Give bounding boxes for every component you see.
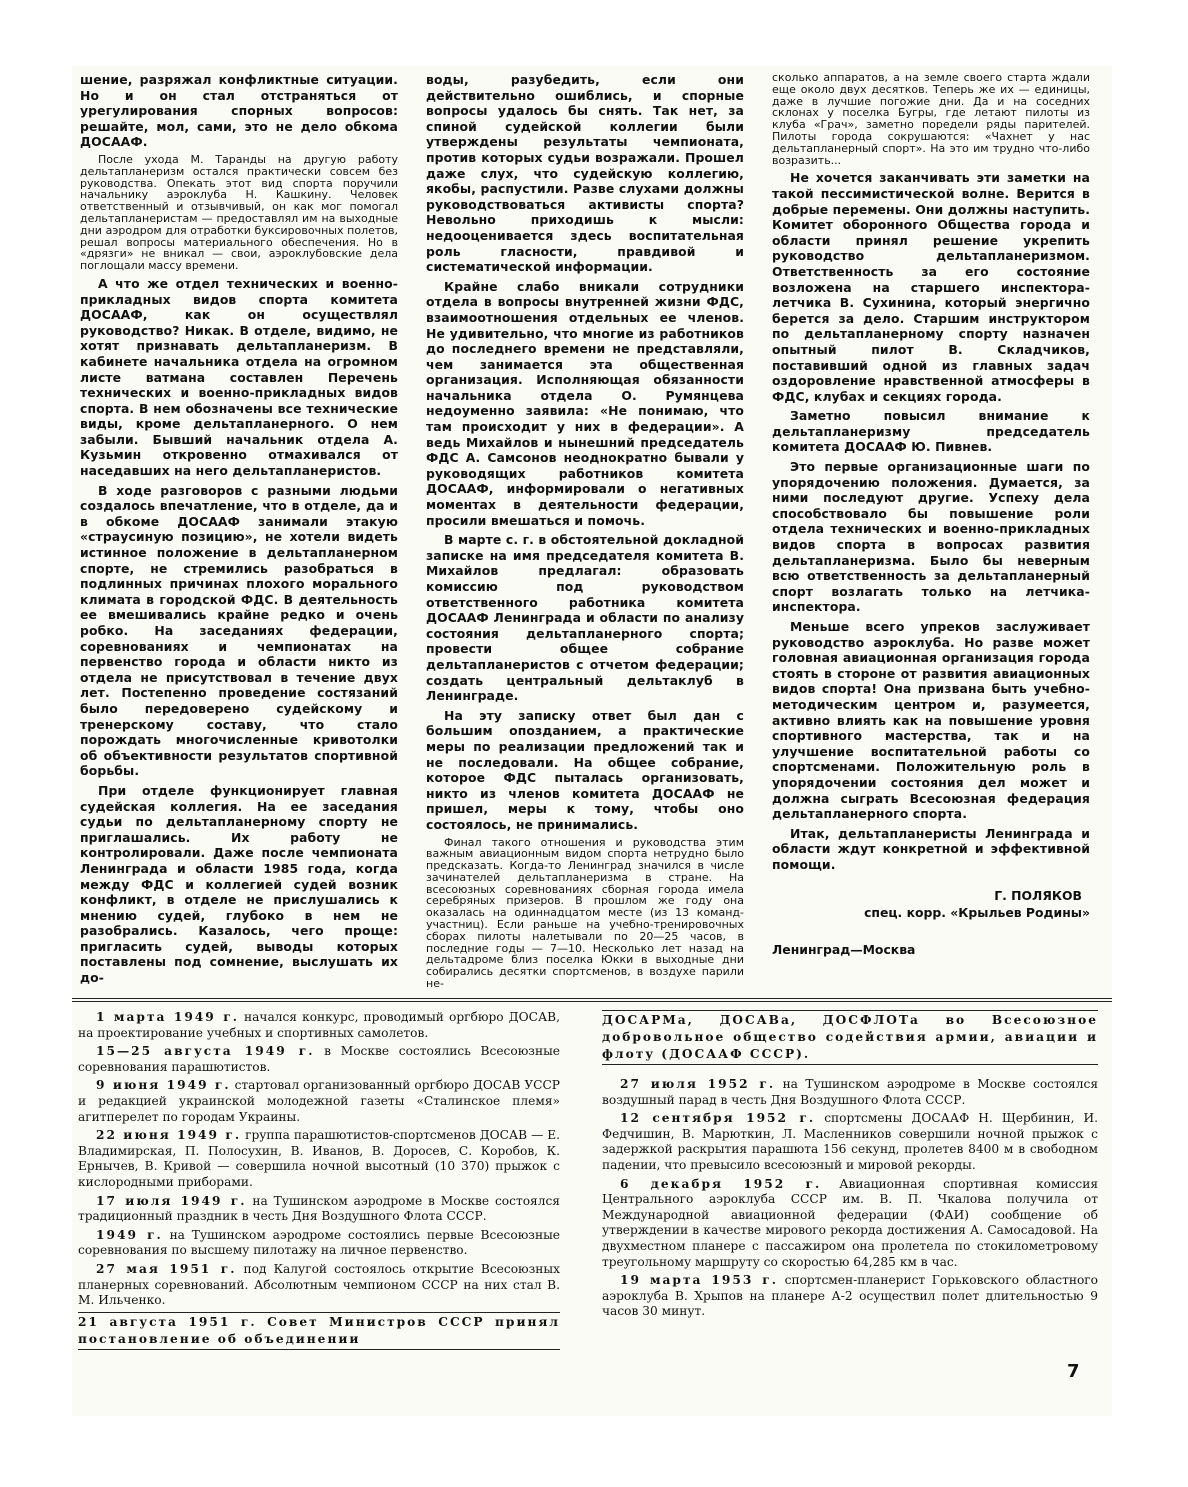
entry-text: спортсмены ДОСААФ Н. Щербинин, И. Федчишин, В. Марюткин, Л. Масленников совершили ночной прыжок с задержкой раскрытия парашюта 156 секунд, пролетев 8400 м в свободном падении, что превысило всесоюзный и мировой рекорды. — [602, 1111, 1098, 1172]
article-column-3 — [772, 72, 1090, 958]
paragraph: Финал такого отношения и руководства этим важным авиационным видом спорта нетрудно было предсказать. Когда-то Ленинград значился в числе зачинателей дельтапланеризма в стране. На всесоюзных соревнованиях сборная города имела серебряных призеров. В прошлом же году она оказалась на одиннадцатом месте (из 13 команд-участниц). Если раньше на учебно-тренировочных сборах пилоты налетывали по 20—25 часов, в последние годы — 7—10. Несколько лет назад на дельтадроме близ поселка Юкки в выходные дни собирались десятки спортсменов, в воздухе парили не- — [426, 835, 744, 991]
entry-text: спортсмен-планерист Горьковского областного аэроклуба В. Хрыпов на планере А-2 осуществил полет длительностью 9 часов 30 минут. — [602, 1273, 1098, 1319]
entry-date: 9 июня 1949 г. — [96, 1078, 231, 1093]
chronicle-entry — [78, 1044, 560, 1075]
dateline-place: Ленинград—Москва — [772, 941, 916, 957]
entry-date: 17 июля 1949 г. — [96, 1193, 247, 1208]
chronicle-entry — [78, 1228, 560, 1259]
magazine-page — [72, 66, 1112, 1416]
paragraph: Заметно повысил внимание к дельтапланеризму председатель комитета ДОСААФ Ю. Пивнев. — [772, 408, 1090, 455]
paragraph: Это первые организационные шаги по упорядочению положения. Думается, за ними последуют другие. Успеху дела способствовало бы повышение роли отдела технических и военно-прикладных видов спорта в вопросах развития дельтапланеризма. Было бы неверным всю ответственность за дельтапланерный спорт возлагать только на летчика-инспектора. — [772, 459, 1090, 615]
paragraph: В марте с. г. в обстоятельной докладной записке на имя председателя комитета В. Михайлов предлагал: образовать комиссию под руководством ответственного работника комитета ДОСААФ Ленинграда и области по анализу состояния дельтапланерного спорта; провести общее собрание дельтапланеристов с отчетом федерации; создать центральный дельтаклуб в Ленинграде. — [426, 532, 744, 704]
paragraph: В ходе разговоров с разными людьми создалось впечатление, что в отделе, да и в обкоме ДОСААФ занимали этакую «страусиную позицию», не хотели видеть истинное положение в дельтапланерном спорте, не стремились разобраться в подлинных причинах плохого морального климата в городской ФДС. В деятельность ее вмешивались крайне редко и очень робко. На заседаниях федерации, соревнованиях и чемпионатах на первенство города и области никто из отдела не присутствовал в течение двух лет. Постепенно проведение состязаний было передоверено судейскому и тренерскому составу, что стало порождать многочисленные кривотолки об объективности результатов спортивной борьбы. — [80, 482, 398, 779]
paragraph: сколько аппаратов, а на земле своего старта ждали еще около двух десятков. Теперь же их — единицы, даже в лучшие погожие дни. Да и на соседних склонах у поселка Бугры, где летают пилоты из клуба «Грач», заметно поредели ряды парителей. Пилоты города сокрушаются: «Чахнет у нас дельтапланерный спорт». На это им трудно что-либо возразить... — [772, 72, 1090, 167]
entry-date: 22 июня 1949 г. — [96, 1128, 242, 1143]
signature-block — [772, 887, 1090, 958]
chronicle-entry — [602, 1077, 1098, 1108]
entry-date: 27 мая 1951 г. — [96, 1261, 237, 1276]
chronicle-entry — [78, 1194, 560, 1225]
section-divider — [72, 998, 1112, 1002]
entry-date: 1949 г. — [96, 1227, 163, 1242]
chronicle-column-left — [78, 1010, 560, 1362]
chronicle-boxed-entry: ДОСАРМа, ДОСАВа, ДОСФЛОТа во Всесоюзное добровольное общество содействия армии, авиации и флоту (ДОСААФ СССР). — [602, 1010, 1098, 1065]
paragraph: воды, разубедить, если они действительно ошиблись, и спорные вопросы удалось бы снять. Так нет, за спиной судейской коллегии были утверждены результаты чемпионата, против которых судьи возражали. Прошел даже слух, что судейскую коллегию, якобы, распустили. Разве слухами должны руководствоваться активисты спорта? Невольно приходишь к мысли: недооценивается здесь воспитательная роль гласности, правдивой и систематической информации. — [426, 72, 744, 275]
author-role: спец. корр. «Крыльев Родины» — [864, 904, 1090, 920]
chronicle-entry — [602, 1111, 1098, 1173]
paragraph: Не хочется заканчивать эти заметки на такой пессимистической волне. Верится в добрые перемены. Они должны наступить. Комитет оборонного Общества города и области принял решение укрепить руководство дельтапланеризмом. Ответственность за его состояние возложена на старшего инспектора-летчика В. Сухинина, который энергично берется за дело. Старшим инструктором по дельтапланерному спорту назначен опытный пилот В. Складчиков, поставивший одной из главных задач оздоровление нравственной атмосферы в ФДС, клубах и секциях города. — [772, 170, 1090, 404]
entry-text: в Москве состоялись Всесоюзные соревнования парашютистов. — [78, 1044, 560, 1074]
entry-date: 15—25 августа 1949 г. — [96, 1044, 315, 1059]
entry-text: начался конкурс, проводимый оргбюро ДОСАВ, на проектирование учебных и спортивных самолетов. — [78, 1010, 560, 1040]
entry-text: стартовал организованный оргбюро ДОСАВ УССР и редакцией украинской молодежной газеты «Сталинское племя» агитперелет по городам Украины. — [78, 1078, 560, 1124]
chronicle-entry — [78, 1010, 560, 1041]
chronicle-entry — [602, 1273, 1098, 1320]
paragraph: При отделе функционирует главная судейская коллегия. На ее заседания судьи по дельтапланерному спорту не приглашались. Их работу не контролировали. Даже после чемпионата Ленинграда и области 1985 года, когда между ФДС и коллегией судей возник конфликт, в отделе не прислушались к мнению судей, глубоко в нем не разобрались. Казалось, чего проще: пригласить судей, выводы которых поставлены под сомнение, выслушать их до- — [80, 782, 398, 986]
author-name: Г. ПОЛЯКОВ — [994, 887, 1082, 903]
entry-text: на Тушинском аэродроме в Москве состоялся традиционный праздник в честь Дня Воздушного Флота СССР. — [78, 1193, 560, 1224]
paragraph: Меньше всего упреков заслуживает руководство аэроклуба. Но разве может головная авиационная организация города стоять в стороне от развития авиационных видов спорта! Она призвана быть учебно-методическим центром и, разумеется, активно влиять как на повышение уровня спортивного мастерства, так и на улучшение воспитательной работы со спортсменами. Положительную роль в упорядочении состояния дел может и должна сыграть Всесоюзная федерация дельтапланерного спорта. — [772, 619, 1090, 822]
paragraph: А что же отдел технических и военно-прикладных видов спорта комитета ДОСААФ, как он осуществлял руководство? Никак. В отделе, видимо, не хотят признавать дельтапланеризм. В кабинете начальника отдела на огромном листе ватмана составлен Перечень технических и военно-прикладных видов спорта. В нем обозначены все технические виды, кроме дельтапланерного. О нем забыли. Бывший начальник отдела А. Кузьмин откровенно отмахивался от наседавших на него дельтапланеристов. — [80, 275, 398, 479]
entry-text: на Тушинском аэродроме состоялись первые Всесоюзные соревнования по высшему пилотажу на личное первенство. — [78, 1227, 560, 1258]
entry-text: на Тушинском аэродроме в Москве состоялся воздушный парад в честь Дня Воздушного Флота СССР. — [602, 1077, 1098, 1107]
chronicle-entry — [78, 1262, 560, 1309]
chronicle-entry — [602, 1177, 1098, 1271]
article — [72, 72, 1112, 1004]
entry-text: группа парашютистов-спортсменов ДОСАВ — Е. Владимирская, П. Полосухин, В. Иванов, В. Доросев, С. Коробов, К. Ернычев, В. Кривой — совершила ночной высотный (10 370) прыжок с кислородными приборами. — [78, 1128, 560, 1189]
entry-date: 6 декабря 1952 г. — [620, 1176, 822, 1191]
chronicle-column-right — [602, 1010, 1098, 1323]
entry-date: 12 сентября 1952 г. — [620, 1111, 816, 1126]
chronicle-boxed-entry: 21 августа 1951 г. Совет Министров СССР принял постановление об объединении — [78, 1312, 560, 1350]
page-number: 7 — [1067, 1361, 1080, 1382]
paragraph: шение, разряжал конфликтные ситуации. Но и он стал отстраняться от урегулирования спорных вопросов: решайте, мол, сами, это не дело обкома ДОСААФ. — [80, 72, 398, 150]
entry-date: 1 марта 1949 г. — [96, 1010, 239, 1024]
paragraph: После ухода М. Таранды на другую работу дельтапланеризм остался практически совсем без руководства. Опекать этот вид спорта поручили начальнику аэроклуба Н. Кашкину. Человек ответственный и отзывчивый, он как мог помогал дельтапланеристам — предоставлял им на выходные дни аэродром для отработки буксировочных полетов, решал вопросы материального обеспечения. Но в «дрязги» не вникал — свои, аэроклубовские дела поглощали массу времени. — [80, 152, 398, 273]
chronicle-entry — [78, 1078, 560, 1125]
entry-text: Авиационная спортивная комиссия Центрального аэроклуба СССР им. В. П. Чкалова получила от Международной авиационной федерации (ФАИ) сообщение об утверждении в качестве мирового рекорда достижения А. Самосадовой. На двухместном планере с пассажиром она пролетела по стокилометровому треугольному маршруту со скоростью 64,285 км в час. — [602, 1176, 1098, 1269]
entry-date: 19 марта 1953 г. — [620, 1273, 778, 1288]
chronicle-entry — [78, 1128, 560, 1190]
entry-date: 27 июля 1952 г. — [620, 1077, 776, 1091]
paragraph: Итак, дельтапланеристы Ленинграда и области ждут конкретной и эффективной помощи. — [772, 825, 1090, 872]
article-column-1 — [80, 72, 398, 990]
paragraph: Крайне слабо вникали сотрудники отдела в вопросы внутренней жизни ФДС, взаимоотношения отдельных ее членов. Не удивительно, что многие из работников до последнего времени не представляли, чем занимается эта общественная организация. Исполняющая обязанности начальника отдела О. Румянцева недоуменно заявила: «Не понимаю, что там происходит у них в федерации». А ведь Михайлов и нынешний председатель ФДС А. Самсонов неоднократно бывали у руководящих работников комитета ДОСААФ, информировали о негативных моментах в деятельности федерации, просили вмешаться и помочь. — [426, 278, 744, 528]
paragraph: На эту записку ответ был дан с большим опозданием, а практические меры по реализации предложений так и не последовали. На общее собрание, которое ФДС пыталась организовать, никто из членов комитета ДОСААФ не пришел, меры к тому, чтобы оно состоялось, не принимались. — [426, 707, 744, 832]
article-column-2 — [426, 72, 744, 994]
entry-text: под Калугой состоялось открытие Всесоюзных планерных соревнований. Абсолютным чемпионом СССР на них стал В. М. Ильченко. — [78, 1261, 560, 1308]
